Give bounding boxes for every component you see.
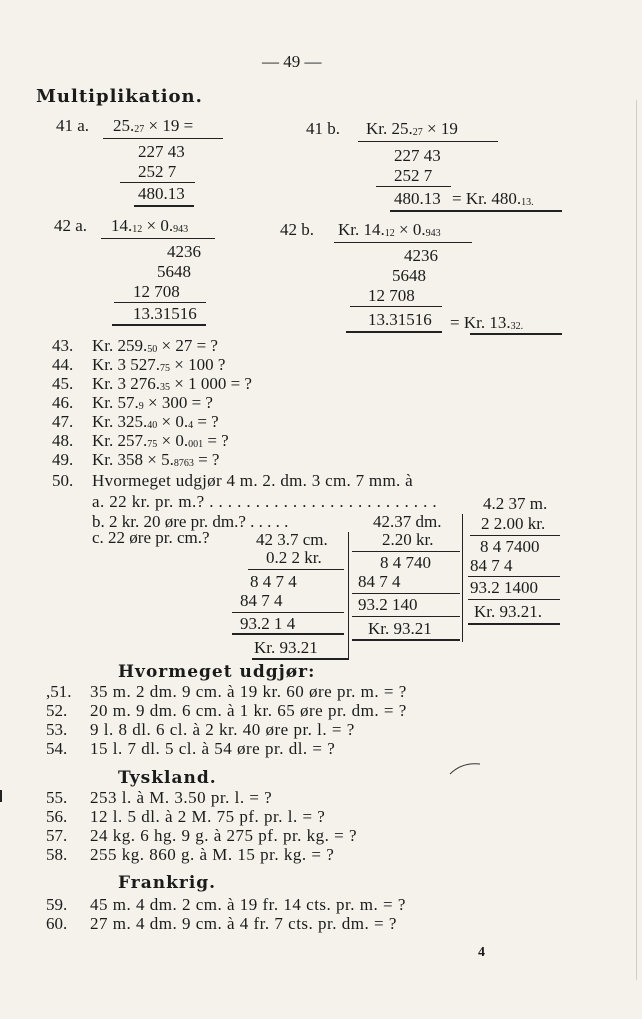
- problem-50c-value: 42 3.7 cm.: [256, 530, 328, 549]
- double-rule: [390, 210, 562, 212]
- problem-text: 12 l. 5 dl. à 2 M. 75 pf. pr. l. = ?: [90, 807, 326, 826]
- rule: [350, 306, 442, 307]
- expr-part: Kr. 259.: [92, 336, 148, 355]
- problem-42a-row2: 5648: [157, 262, 191, 281]
- calc-col2-line4: 93.2 140: [358, 595, 418, 614]
- double-rule: [134, 205, 194, 207]
- problem-42a-expression: $14._{12} \times 0._{943}$: [111, 216, 189, 235]
- expr-subscript: 50: [147, 344, 158, 355]
- problem-42a-row3: 12 708: [133, 282, 180, 301]
- problem-number: 59.: [46, 895, 68, 914]
- problem-41b-expression: Kr. $25._{27} \times 19$: [366, 119, 458, 138]
- section-heading-france: Frankrig.: [118, 873, 217, 893]
- double-rule: [232, 633, 344, 635]
- section-heading-multiplication: Multiplikation.: [36, 86, 203, 107]
- expr-subscript: 35: [160, 382, 170, 393]
- problem-text: 253 l. à M. 3.50 pr. l. = ?: [90, 788, 273, 807]
- rule: [352, 593, 460, 594]
- expr-subscript: 75: [160, 363, 170, 374]
- expr-subscript: 4: [188, 420, 194, 431]
- calc-col2-line3: 84 7 4: [358, 572, 401, 591]
- calc-col3-line1: 8 4 7400: [480, 537, 540, 556]
- problem-41b-row1: 227 43: [394, 146, 441, 165]
- problem-42b-final: = Kr. $13._{32.}$: [450, 313, 524, 332]
- double-rule: [252, 658, 348, 660]
- calc-col1-line4: 93.2 1 4: [240, 614, 296, 633]
- problem-text: 35 m. 2 dm. 9 cm. à 19 kr. 60 øre pr. m. = ?: [90, 682, 407, 701]
- problem-50b-text: b. 2 kr. 20 øre pr. dm.? . . . . .: [92, 512, 289, 531]
- expr-subscript: 9: [138, 401, 144, 412]
- calc-col1-line1: 0.2 2 kr.: [266, 548, 322, 567]
- calc-col3-total: Kr. 93.21.: [474, 602, 542, 621]
- problem-number: 43.: [52, 336, 74, 355]
- problem-number: 56.: [46, 807, 68, 826]
- calc-col2-line2: 8 4 740: [380, 553, 431, 572]
- problem-42a-label: 42 a.: [54, 216, 88, 235]
- double-rule: [470, 333, 562, 335]
- problem-text: 27 m. 4 dm. 9 cm. à 4 fr. 7 cts. pr. dm. = ?: [90, 914, 397, 933]
- problem-42b-result: 13.31516: [368, 310, 432, 329]
- expr-subscript: 75: [147, 439, 158, 450]
- problem-number: 58.: [46, 845, 68, 864]
- calc-col3-line3: 93.2 1400: [470, 578, 538, 597]
- problem-text: 255 kg. 860 g. à M. 15 pr. kg. = ?: [90, 845, 335, 864]
- calc-col1-total: Kr. 93.21: [254, 638, 318, 657]
- rule: [468, 576, 560, 577]
- problem-number: 52.: [46, 701, 68, 720]
- problem-41b-result: 480.13: [394, 189, 441, 208]
- problem-50a-answer: 4.2 37 m.: [483, 494, 548, 513]
- problem-50-text: Hvormeget udgjør 4 m. 2. dm. 3 cm. 7 mm. à: [92, 471, 413, 490]
- problem-41a-row2: 252 7: [138, 162, 177, 181]
- rule: [114, 302, 206, 303]
- problem-42a-result: 13.31516: [133, 304, 197, 323]
- calc-col2-total: Kr. 93.21: [368, 619, 432, 638]
- problem-text: 15 l. 7 dl. 5 cl. à 54 øre pr. dl. = ?: [90, 739, 336, 758]
- problem-number: 44.: [52, 355, 74, 374]
- problem-expression: [92, 450, 219, 473]
- section-heading-germany: Tyskland.: [118, 768, 217, 788]
- problem-text: 45 m. 4 dm. 2 cm. à 19 fr. 14 cts. pr. m. = ?: [90, 895, 406, 914]
- rule: [120, 182, 195, 183]
- problem-text: 20 m. 9 dm. 6 cm. à 1 kr. 65 øre pr. dm. = ?: [90, 701, 407, 720]
- divider: [348, 532, 349, 660]
- expr-part: = ?: [193, 412, 219, 431]
- problem-50-number: 50.: [52, 471, 74, 490]
- expr-part: × 100 ?: [170, 355, 226, 374]
- rule: [352, 551, 460, 552]
- problem-number: 47.: [52, 412, 74, 431]
- problem-number: 54.: [46, 739, 68, 758]
- expr-part: × 300 = ?: [143, 393, 213, 412]
- problem-number: 48.: [52, 431, 74, 450]
- problem-42a-row1: 4236: [167, 242, 201, 261]
- expr-part: × 0.: [157, 431, 189, 450]
- expr-subscript: 001: [188, 439, 204, 450]
- problem-42b-row3: 12 708: [368, 286, 415, 305]
- double-rule: [346, 331, 442, 333]
- problem-50a-text: a. 22 kr. pr. m.? . . . . . . . . . . . . . . . . . . . . . . . . .: [92, 492, 438, 511]
- problem-42b-row2: 5648: [392, 266, 426, 285]
- problem-41b-label: 41 b.: [306, 119, 340, 138]
- footer-signature-number: 4: [478, 945, 485, 960]
- problem-41a-expression: $25._{27} \times 19$ =: [113, 116, 194, 135]
- pencil-mark-icon: [448, 758, 484, 778]
- problem-number: 55.: [46, 788, 68, 807]
- expr-part: × 0.: [157, 412, 189, 431]
- rule: [334, 242, 472, 243]
- problem-42b-label: 42 b.: [280, 220, 314, 239]
- expr-part: Kr. 325.: [92, 412, 148, 431]
- problem-42b-expression: Kr. $14._{12} \times 0._{943}$: [338, 220, 441, 239]
- expr-part: Kr. 3 527.: [92, 355, 160, 374]
- problem-42b-row1: 4236: [404, 246, 438, 265]
- calc-col2-line1: 2.20 kr.: [382, 530, 434, 549]
- problem-text: 24 kg. 6 hg. 9 g. à 275 pf. pr. kg. = ?: [90, 826, 358, 845]
- problem-41a-result: 480.13: [138, 184, 185, 203]
- rule: [352, 616, 460, 617]
- rule: [248, 569, 344, 570]
- rule: [470, 535, 560, 536]
- problem-number: 60.: [46, 914, 68, 933]
- rule: [232, 612, 344, 613]
- expr-subscript: 40: [147, 420, 158, 431]
- rule: [376, 186, 451, 187]
- rule: [101, 238, 215, 239]
- calc-col3-line2: 84 7 4: [470, 556, 513, 575]
- double-rule: [352, 639, 460, 641]
- expr-part: = ?: [193, 450, 220, 469]
- section-heading-how-much: Hvormeget udgjør:: [118, 662, 316, 682]
- problem-50c-text: c. 22 øre pr. cm.?: [92, 528, 210, 547]
- divider: [462, 514, 463, 642]
- rule: [358, 141, 498, 142]
- problem-50b-value: 42.37 dm.: [373, 512, 442, 531]
- expr-part: Kr. 3 276.: [92, 374, 160, 393]
- double-rule: [112, 324, 206, 326]
- problem-number: 49.: [52, 450, 74, 469]
- margin-mark: [0, 790, 2, 802]
- expr-subscript: 8763: [173, 458, 194, 469]
- expr-part: × 1 000 = ?: [170, 374, 252, 393]
- problem-number: 57.: [46, 826, 68, 845]
- calc-col1-line3: 84 7 4: [240, 591, 283, 610]
- problem-number: 45.: [52, 374, 74, 393]
- problem-41a-row1: 227 43: [138, 142, 185, 161]
- problem-41a-label: 41 a.: [56, 116, 90, 135]
- problem-41b-final: = Kr. $480._{13.}$: [452, 189, 534, 208]
- expr-part: Kr. 358 × 5.: [92, 450, 174, 469]
- problem-50b-answer: 2 2.00 kr.: [481, 514, 546, 533]
- problem-text: 9 l. 8 dl. 6 cl. à 2 kr. 40 øre pr. l. = ?: [90, 720, 355, 739]
- expr-part: × 27 = ?: [157, 336, 218, 355]
- page-number: — 49 —: [262, 52, 322, 71]
- expr-part: Kr. 257.: [92, 431, 148, 450]
- rule: [468, 599, 560, 600]
- problem-41b-row2: 252 7: [394, 166, 433, 185]
- page-edge-shadow: [636, 100, 637, 980]
- expr-part: = ?: [203, 431, 229, 450]
- problem-number: 53.: [46, 720, 68, 739]
- problem-number: 46.: [52, 393, 74, 412]
- expr-part: Kr. 57.: [92, 393, 139, 412]
- problem-number: ,51.: [46, 682, 72, 701]
- rule: [103, 138, 223, 139]
- double-rule: [468, 623, 560, 625]
- calc-col1-line2: 8 4 7 4: [250, 572, 297, 591]
